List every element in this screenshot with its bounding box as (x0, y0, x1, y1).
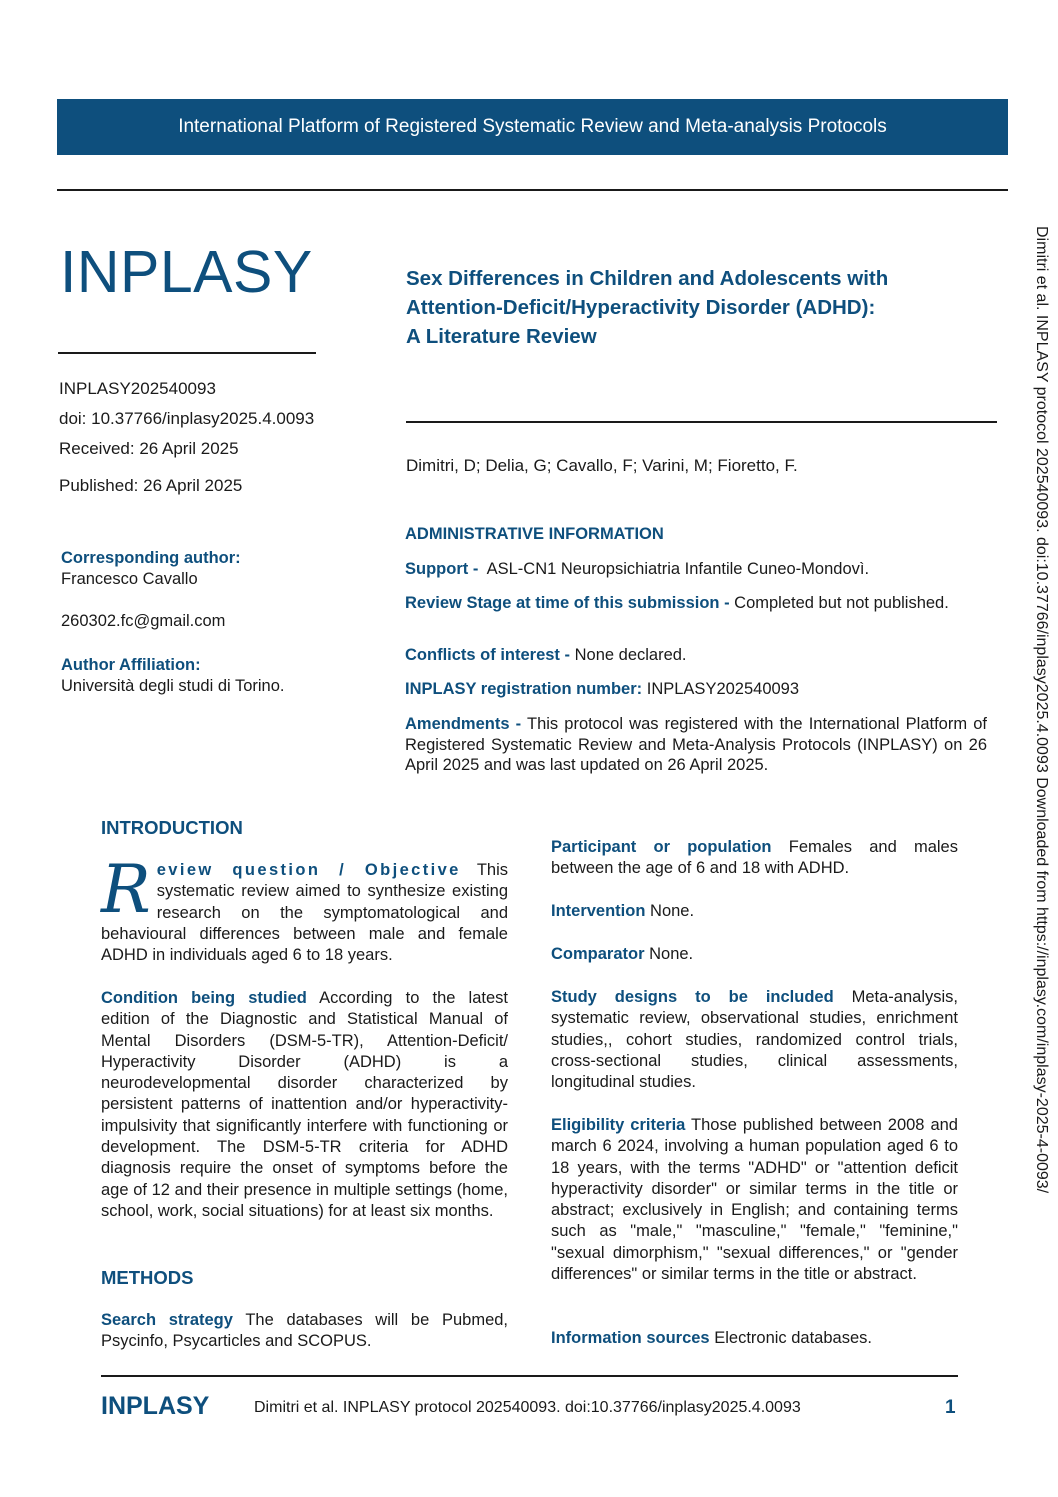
registration-number (405, 680, 987, 698)
inplasy-logo: INPLASY (60, 239, 313, 305)
participants-text: Females and males between the age of 6 and 18 with ADHD. (551, 838, 958, 878)
search-strategy-label: Search strategy (101, 1311, 233, 1329)
header-banner (57, 99, 1008, 155)
search-strategy-text: The databases will be Pubmed, Psycinfo, Psycarticles and SCOPUS. (101, 1311, 508, 1351)
admin-heading (405, 525, 987, 543)
title-divider (406, 421, 997, 423)
received-date: Received: 26 April 2025 (59, 439, 239, 458)
eligibility-criteria (551, 1115, 958, 1285)
conflicts-of-interest (405, 646, 987, 664)
information-sources-label: Information sources (551, 1329, 710, 1347)
title-line: A Literature Review (406, 325, 597, 348)
author-list: Dimitri, D; Delia, G; Cavallo, F; Varini, M; Fioretto, F. (406, 456, 798, 475)
corresponding-author-label: Corresponding author: (61, 549, 241, 567)
amendments-value: This protocol was registered with the International Platform of Registered Systematic Review and Meta-Analysis Protocols (INPLASY) on 26 April 2025 and was last updated on 26 April 2025. (405, 715, 987, 774)
conflicts-value: None declared. (574, 646, 687, 664)
logo-divider (58, 352, 316, 354)
review-question-text: This systematic review aimed to synthesize existing research on the symptomatological and behavioural differences between male and female ADHD in individuals aged 6 to 18 years. (101, 861, 508, 965)
methods-heading: METHODS (101, 1267, 194, 1288)
condition-text: According to the latest edition of the Diagnostic and Statistical Manual of Mental Disorders (DSM-5-TR), Attention-Deficit/ Hyperactivity Disorder (ADHD) is a neurodevelopmental disorder characterized by persistent patterns of inattention and/or hyperactivity-impulsivity that significantly interfere with functioning or development. The DSM-5-TR criteria for ADHD diagnosis require the onset of symptoms before the age of 12 and their presence in multiple settings (home, school, work, social situations) for at least six months. (101, 989, 508, 1220)
banner-text: International Platform of Registered Systematic Review and Meta-analysis Protocols (178, 116, 887, 137)
study-designs-text: Meta-analysis, systematic review, observational studies, enrichment studies,, cohort studies, randomized control trials, cross-sectional studies, clinical assessments, longitudinal studies. (551, 988, 958, 1092)
comparator-text: None. (649, 945, 694, 963)
title-line: Attention-Deficit/Hyperactivity Disorder (ADHD): (406, 296, 876, 319)
inplasy-id: INPLASY202540093 (59, 379, 216, 398)
review-question (101, 851, 508, 966)
dropcap-letter: R (101, 851, 151, 928)
comparator (551, 944, 958, 965)
title-line: Sex Differences in Children and Adolescents with (406, 267, 889, 290)
page-number: 1 (945, 1397, 956, 1418)
amendments (405, 714, 987, 776)
search-strategy (101, 1310, 508, 1353)
eligibility-label: Eligibility criteria (551, 1116, 686, 1134)
corresponding-author (61, 548, 241, 590)
review-stage-label: Review Stage at time of this submission - (405, 594, 730, 612)
admin-heading-text: ADMINISTRATIVE INFORMATION (405, 525, 664, 543)
intervention (551, 901, 958, 922)
support-value: ASL-CN1 Neuropsichiatria Infantile Cuneo-Mondovì. (486, 560, 870, 578)
review-stage-value: Completed but not published. (734, 594, 949, 612)
registration-value: INPLASY202540093 (646, 680, 800, 698)
intervention-label: Intervention (551, 902, 646, 920)
registration-label: INPLASY registration number: (405, 680, 643, 698)
footer-citation: Dimitri et al. INPLASY protocol 202540093. doi:10.37766/inplasy2025.4.0093 (254, 1399, 801, 1416)
corresponding-author-email: 260302.fc@gmail.com (61, 612, 226, 630)
participants (551, 837, 958, 880)
study-designs (551, 987, 958, 1093)
information-sources (551, 1328, 958, 1349)
affiliation-value: Università degli studi di Torino. (61, 677, 285, 695)
conflicts-label: Conflicts of interest - (405, 646, 571, 664)
side-citation: Dimitri et al. INPLASY protocol 202540093. doi:10.37766/inplasy2025.4.0093 Downloaded from https://inplasy.com/inplasy-2025-4-0093/ (1033, 226, 1050, 1194)
intervention-text: None. (650, 902, 695, 920)
information-sources-text: Electronic databases. (714, 1329, 872, 1347)
condition-studied (101, 988, 508, 1222)
review-question-label: eview question / Objective (156, 861, 461, 879)
affiliation-label: Author Affiliation: (61, 656, 201, 674)
footer-divider (101, 1375, 958, 1377)
participants-label: Participant or population (551, 838, 772, 856)
review-stage (405, 594, 987, 612)
published-date: Published: 26 April 2025 (59, 476, 243, 495)
study-designs-label: Study designs to be included (551, 988, 834, 1006)
condition-label: Condition being studied (101, 989, 307, 1007)
footer-logo: INPLASY (101, 1392, 210, 1420)
eligibility-text: Those published between 2008 and march 6 2024, involving a human population aged 6 to 18 years, with the terms "ADHD" or "attention deficit hyperactivity disorder" or similar terms in the title or abstract; exclusively in English; and containing terms such as "male," "masculine," "female," "feminine," "sexual dimorphism," "sexual differences," or "gender differences" or similar terms in the title or abstract. (551, 1116, 958, 1284)
support-label: Support - (405, 560, 479, 578)
support-info (405, 560, 987, 578)
amendments-label: Amendments - (405, 715, 522, 733)
corresponding-author-name: Francesco Cavallo (61, 570, 198, 588)
comparator-label: Comparator (551, 945, 645, 963)
paper-title (406, 264, 986, 351)
doi: doi: 10.37766/inplasy2025.4.0093 (59, 409, 315, 428)
author-affiliation (61, 655, 284, 697)
introduction-heading: INTRODUCTION (101, 817, 243, 838)
top-divider (57, 189, 1008, 191)
